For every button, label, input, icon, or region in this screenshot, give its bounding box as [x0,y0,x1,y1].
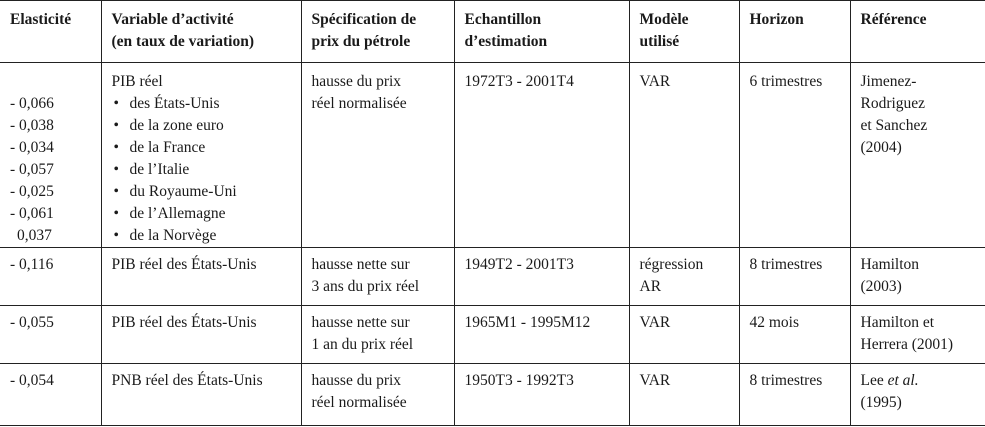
reference-line: (2004) [860,139,902,156]
bullet-icon: • [113,139,119,156]
cell-reference [850,364,985,426]
bullet-icon: • [113,161,119,178]
cell-reference [850,306,985,364]
country-item: • des États-Unis [112,93,295,115]
cell-elasticity [0,63,101,248]
cell-horizon: 8 trimestres [739,248,850,306]
table-row [0,364,985,426]
country-item: • du Royaume-Uni [112,181,295,203]
cell-horizon: 6 trimestres [739,63,850,248]
header-reference: Référence [850,1,985,63]
bullet-icon: • [113,183,119,200]
header-variable [101,1,301,63]
reference-line: Jimenez- [860,73,917,90]
cell-spec [301,364,454,426]
cell-sample: 1972T3 - 2001T4 [454,63,629,248]
reference-line: (2003) [860,278,902,295]
elasticity-value: - 0,061 [10,205,54,222]
country-item: • de l’Allemagne [112,203,295,225]
elasticity-value: - 0,066 [10,95,54,112]
reference-line: Rodriguez [860,95,926,112]
country-item: • de la Norvège [112,225,295,247]
cell-spec [301,63,454,248]
reference-author: Lee [860,372,888,389]
country-item: • de la zone euro [112,115,295,137]
cell-reference [850,248,985,306]
cell-elasticity: - 0,054 [0,364,101,426]
spec-line: hausse du prix [311,372,402,389]
country-item: • de la France [112,137,295,159]
cell-variable: PIB réel des États-Unis [101,248,301,306]
bullet-icon: • [113,227,119,244]
spec-line: hausse nette sur [311,256,410,273]
cell-spec [301,306,454,364]
header-sample-line2: d’estimation [464,33,548,50]
reference-line: et Sanchez [860,117,928,134]
elasticity-value: 0,037 [17,227,52,244]
cell-model [629,248,739,306]
elasticity-value: - 0,057 [10,161,54,178]
cell-spec [301,248,454,306]
header-spec [301,1,454,63]
cell-model: VAR [629,364,739,426]
header-sample [454,1,629,63]
cell-sample: 1965M1 - 1995M12 [454,306,629,364]
cell-elasticity: - 0,116 [0,248,101,306]
table-row [0,63,985,248]
spec-line: réel normalisée [311,394,407,411]
model-line: AR [639,278,662,295]
elasticity-value: - 0,025 [10,183,54,200]
table-row [0,248,985,306]
reference-line: Hamilton et [860,314,935,331]
header-horizon: Horizon [739,1,850,63]
header-variable-line1: Variable d’activité [111,11,234,28]
bullet-icon: • [113,95,119,112]
spec-line: 3 ans du prix réel [311,278,420,295]
spec-line: 1 an du prix réel [311,336,414,353]
variable-title: PIB réel [111,73,163,90]
cell-sample: 1950T3 - 1992T3 [454,364,629,426]
cell-variable: PNB réel des États-Unis [101,364,301,426]
cell-variable [101,63,301,248]
elasticity-value: - 0,034 [10,139,54,156]
cell-reference [850,63,985,248]
header-spec-line1: Spécification de [311,11,417,28]
bullet-icon: • [113,117,119,134]
header-model-line2: utilisé [639,33,680,50]
elasticity-value: - 0,038 [10,117,54,134]
header-sample-line1: Echantillon [464,11,542,28]
cell-model: VAR [629,63,739,248]
model-line: régression [639,256,704,273]
reference-line: Hamilton [860,256,920,273]
cell-sample: 1949T2 - 2001T3 [454,248,629,306]
bullet-icon: • [113,205,119,222]
cell-horizon: 8 trimestres [739,364,850,426]
spec-line: réel normalisée [311,95,407,112]
header-row [0,1,985,63]
header-model-line1: Modèle [639,11,689,28]
spec-line: hausse nette sur [311,314,410,331]
spec-line: hausse du prix [311,73,402,90]
cell-variable: PIB réel des États-Unis [101,306,301,364]
reference-etal: et al. [887,372,919,389]
cell-elasticity: - 0,055 [0,306,101,364]
reference-line: (1995) [860,394,902,411]
header-spec-line2: prix du pétrole [311,33,411,50]
cell-horizon: 42 mois [739,306,850,364]
reference-line: Herrera (2001) [860,336,954,353]
header-variable-line2: (en taux de variation) [111,33,255,50]
header-model [629,1,739,63]
header-elasticity: Elasticité [0,1,101,63]
country-item: • de l’Italie [112,159,295,181]
cell-model: VAR [629,306,739,364]
table-row [0,306,985,364]
